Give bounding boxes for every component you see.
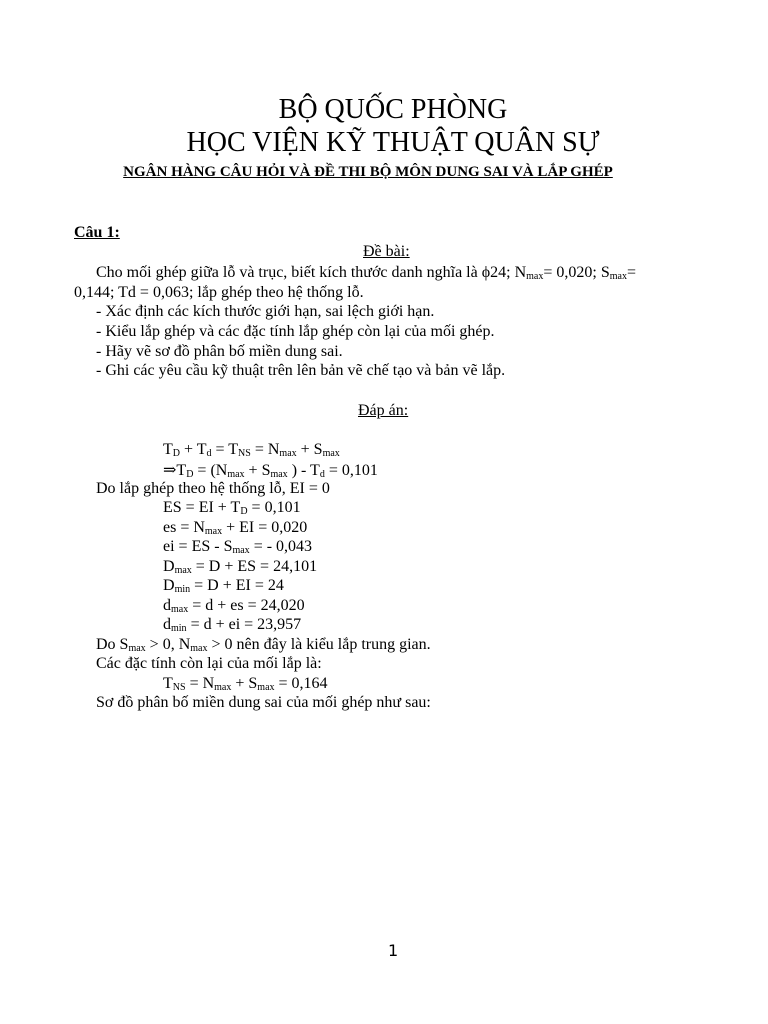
equation-ES: ES = EI + $T_D = 0,101$	[163, 499, 301, 517]
equation-ei: ei = ES - $S_{max}$ = - 0,043	[163, 538, 313, 556]
problem-line-1: Cho mối ghép giữa lỗ và trục, biết kích thước danh nghĩa là ϕ24; $N_{max}= 0,020$; $S_{max}=$	[96, 264, 636, 282]
problem-heading: Đề bài:	[363, 243, 410, 260]
equation-dmax: $d_{max} = d$ + es = 24,020	[163, 597, 305, 615]
equation-dmin: $d_{min} = d$ + ei = 23,957	[163, 616, 302, 634]
hole-system-note: Do lắp ghép theo hệ thống lỗ, EI = 0	[96, 480, 330, 497]
ministry-title: BỘ QUỐC PHÒNG	[278, 94, 508, 125]
equation-Dmin: $D_{min} = D$ + EI = 24	[163, 577, 284, 595]
task-item: - Kiểu lắp ghép và các đặc tính lắp ghép còn lại của mối ghép.	[96, 323, 495, 340]
equation-TD: $\Rightarrow T_D = (N_{max} + S_{max}$ ) - $T_d = 0,101$	[163, 462, 378, 480]
remaining-characteristics: Các đặc tính còn lại của mối lắp là:	[96, 655, 322, 672]
page-number: 1	[388, 941, 399, 960]
equation-TNS: $T_{NS} = N_{max} + S_{max} = 0,164$	[163, 675, 328, 693]
equation-Dmax: $D_{max} = D$ + ES = 24,101	[163, 558, 318, 576]
diagram-intro: Sơ đồ phân bố miền dung sai của mối ghép như sau:	[96, 694, 431, 711]
equation-es: es = $N_{max}$ + EI = 0,020	[163, 519, 308, 537]
question-label: Câu 1:	[74, 224, 120, 241]
fit-type-conclusion: Do $S_{max} > 0$, $N_{max} > 0$ nên đây là kiểu lắp trung gian.	[96, 636, 431, 654]
answer-heading: Đáp án:	[358, 402, 409, 419]
bank-subtitle: NGÂN HÀNG CÂU HỎI VÀ ĐỀ THI BỘ MÔN DUNG SAI VÀ LẮP GHÉP	[123, 164, 613, 180]
task-item: - Xác định các kích thước giới hạn, sai lệch giới hạn.	[96, 303, 435, 320]
task-item: - Ghi các yêu cầu kỹ thuật trên lên bản vẽ chế tạo và bản vẽ lắp.	[96, 362, 506, 379]
task-item: - Hãy vẽ sơ đồ phân bố miền dung sai.	[96, 343, 343, 360]
equation-tolerance-sum: $T_D + T_d = T_{NS} = N_{max} + S_{max}$	[163, 441, 340, 459]
academy-title: HỌC VIỆN KỸ THUẬT QUÂN SỰ	[186, 127, 600, 158]
problem-line-2: 0,144; Td = 0,063; lắp ghép theo hệ thống lỗ.	[74, 284, 364, 301]
